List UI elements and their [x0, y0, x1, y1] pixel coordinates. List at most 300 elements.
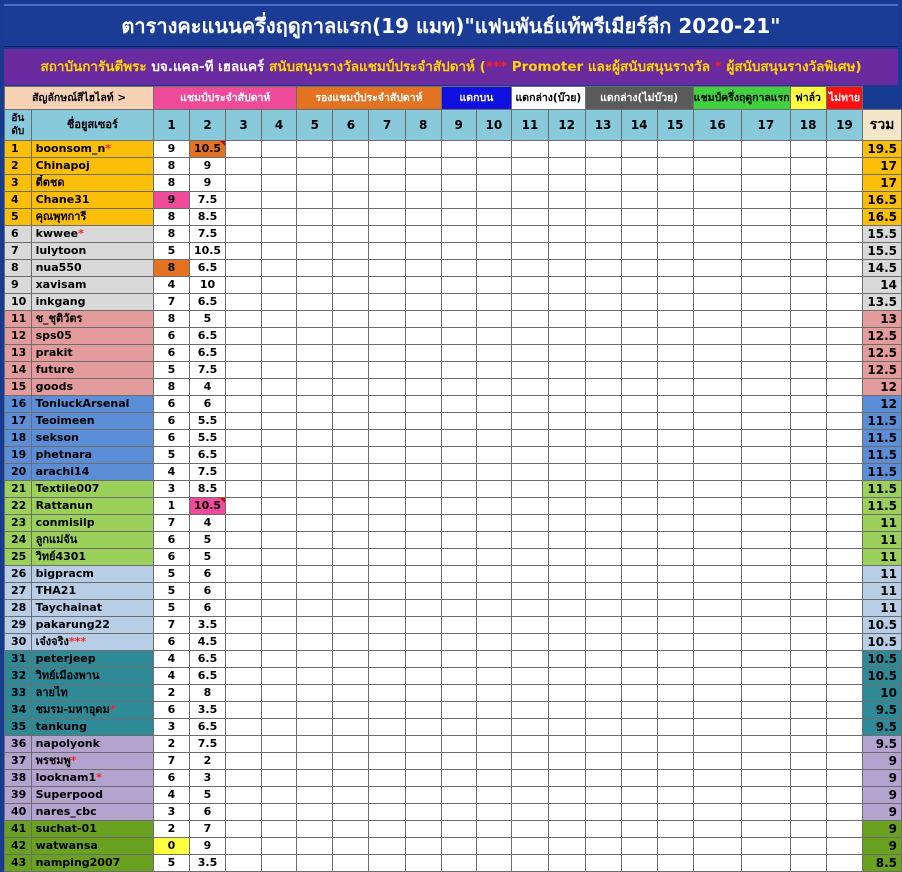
table-row	[5, 821, 902, 838]
week-score-cell	[742, 209, 790, 226]
week-score-cell	[226, 753, 261, 770]
week-score-cell	[261, 430, 296, 447]
table-row	[5, 481, 902, 498]
week-score-cell	[742, 345, 790, 362]
week-score-cell	[297, 209, 333, 226]
week-score-cell	[826, 481, 863, 498]
week-score-cell	[512, 668, 549, 685]
week-score-cell	[693, 294, 741, 311]
week-score-cell	[693, 192, 741, 209]
week-score-cell	[657, 243, 693, 260]
week-score-cell	[297, 821, 333, 838]
week-score-cell	[693, 260, 741, 277]
week-score-cell	[476, 243, 512, 260]
total-cell: 9	[863, 838, 902, 855]
week-score-cell	[476, 192, 512, 209]
week-score-cell	[826, 175, 863, 192]
total-cell: 15.5	[863, 243, 902, 260]
week-score-cell	[512, 617, 549, 634]
username: sekson	[35, 431, 79, 444]
week-score-cell: 5	[154, 243, 189, 260]
week-score-cell	[621, 209, 657, 226]
week-score-cell	[585, 260, 621, 277]
week-score-cell	[621, 447, 657, 464]
rank-cell: 11	[5, 311, 32, 328]
week-score-cell	[226, 685, 261, 702]
week-score-cell	[512, 651, 549, 668]
week-score-cell	[826, 226, 863, 243]
week-score-cell	[512, 294, 549, 311]
week-score-cell	[441, 719, 476, 736]
week-score-cell	[742, 413, 790, 430]
week-score-cell	[297, 617, 333, 634]
week-score-cell	[405, 209, 441, 226]
week-score-cell	[261, 770, 296, 787]
week-score-cell	[826, 838, 863, 855]
week-score-cell	[333, 634, 369, 651]
week-score-cell	[333, 498, 369, 515]
week-score-cell	[790, 804, 826, 821]
week-score-cell	[476, 498, 512, 515]
week-score-cell	[826, 311, 863, 328]
week-score-cell	[548, 821, 585, 838]
username: prakit	[35, 346, 73, 359]
rank-cell: 9	[5, 277, 32, 294]
week-score-cell	[585, 345, 621, 362]
week-score-cell	[476, 158, 512, 175]
rank-cell: 24	[5, 532, 32, 549]
week-score-cell	[476, 396, 512, 413]
total-cell: 11	[863, 549, 902, 566]
week-score-cell	[476, 600, 512, 617]
week-score-cell	[512, 481, 549, 498]
week-score-cell: 7	[154, 753, 189, 770]
week-score-cell	[405, 702, 441, 719]
week-score-cell	[657, 736, 693, 753]
total-cell: 11	[863, 515, 902, 532]
week-score-cell	[441, 481, 476, 498]
table-row	[5, 379, 902, 396]
rank-cell: 14	[5, 362, 32, 379]
week-score-cell	[693, 379, 741, 396]
rank-cell: 20	[5, 464, 32, 481]
week-score-cell	[693, 668, 741, 685]
table-row	[5, 141, 902, 158]
week-score-cell	[548, 141, 585, 158]
week-score-cell	[369, 821, 405, 838]
week-score-cell	[476, 804, 512, 821]
week-score-cell	[585, 192, 621, 209]
week-score-cell: 6.5	[189, 447, 226, 464]
week-score-cell	[441, 532, 476, 549]
week-score-cell	[657, 668, 693, 685]
username-cell	[31, 634, 154, 651]
week-score-cell	[742, 600, 790, 617]
week-score-cell	[512, 634, 549, 651]
week-score-cell	[742, 141, 790, 158]
week-score-cell	[297, 260, 333, 277]
week-score-cell	[476, 736, 512, 753]
week-score-cell	[369, 243, 405, 260]
week-score-cell	[405, 583, 441, 600]
week-score-cell	[226, 821, 261, 838]
sponsor-text-2: บจ.แคล-ที เฮลแคร์	[146, 59, 269, 75]
week-score-cell	[693, 787, 741, 804]
username-cell	[31, 158, 154, 175]
week-score-cell	[742, 175, 790, 192]
week-score-cell	[826, 464, 863, 481]
rank-cell: 27	[5, 583, 32, 600]
week-score-cell	[226, 532, 261, 549]
week-score-cell	[585, 804, 621, 821]
username-cell	[31, 600, 154, 617]
username: Superpood	[35, 788, 103, 801]
week-score-cell: 6.5	[189, 668, 226, 685]
table-row	[5, 702, 902, 719]
week-score-cell	[657, 447, 693, 464]
week-score-cell	[621, 787, 657, 804]
week-score-cell	[657, 481, 693, 498]
week-score-cell	[693, 481, 741, 498]
week-score-cell	[297, 770, 333, 787]
week-score-cell	[742, 294, 790, 311]
week-score-cell	[512, 413, 549, 430]
week-score-cell	[226, 481, 261, 498]
week-score-cell: 7.5	[189, 736, 226, 753]
legend-item: แดกล่าง(ไม่บ๊วย)	[585, 87, 693, 110]
week-score-cell	[333, 549, 369, 566]
week-score-cell	[405, 277, 441, 294]
header-week: 9	[441, 110, 476, 141]
rank-cell: 41	[5, 821, 32, 838]
username-cell	[31, 311, 154, 328]
username: kwwee	[35, 227, 79, 240]
week-score-cell	[476, 481, 512, 498]
rank-cell: 12	[5, 328, 32, 345]
header-week: 16	[693, 110, 741, 141]
week-score-cell	[333, 243, 369, 260]
week-score-cell	[548, 464, 585, 481]
header-week: 8	[405, 110, 441, 141]
week-score-cell	[369, 600, 405, 617]
week-score-cell	[657, 617, 693, 634]
table-row	[5, 719, 902, 736]
week-score-cell: 4	[189, 515, 226, 532]
week-score-cell	[621, 345, 657, 362]
week-score-cell	[548, 226, 585, 243]
username: namping2007	[35, 856, 121, 869]
week-score-cell: 6.5	[189, 328, 226, 345]
week-score-cell	[369, 175, 405, 192]
week-score-cell	[476, 311, 512, 328]
week-score-cell	[512, 430, 549, 447]
week-score-cell	[297, 600, 333, 617]
week-score-cell	[297, 498, 333, 515]
week-score-cell	[657, 345, 693, 362]
week-score-cell	[441, 158, 476, 175]
week-score-cell	[476, 328, 512, 345]
week-score-cell	[657, 566, 693, 583]
table-row	[5, 617, 902, 634]
week-score-cell	[261, 192, 296, 209]
week-score-cell	[297, 651, 333, 668]
week-score-cell	[441, 702, 476, 719]
week-score-cell	[693, 209, 741, 226]
week-score-cell	[621, 141, 657, 158]
week-score-cell	[742, 702, 790, 719]
week-score-cell	[369, 753, 405, 770]
week-score-cell	[405, 634, 441, 651]
username-cell	[31, 243, 154, 260]
week-score-cell	[693, 634, 741, 651]
week-score-cell	[226, 515, 261, 532]
week-score-cell	[369, 770, 405, 787]
week-score-cell	[512, 209, 549, 226]
week-score-cell	[369, 532, 405, 549]
week-score-cell	[693, 685, 741, 702]
legend-item: แชมป์ครึ่งฤดูกาลแรก	[693, 87, 790, 110]
rank-cell: 40	[5, 804, 32, 821]
week-score-cell	[261, 668, 296, 685]
week-score-cell	[621, 226, 657, 243]
header-week: 15	[657, 110, 693, 141]
week-score-cell	[369, 838, 405, 855]
week-score-cell	[742, 447, 790, 464]
week-score-cell	[512, 753, 549, 770]
week-score-cell	[297, 753, 333, 770]
week-score-cell	[405, 753, 441, 770]
week-score-cell: 7	[154, 515, 189, 532]
week-score-cell	[476, 770, 512, 787]
week-score-cell	[826, 719, 863, 736]
week-score-cell	[405, 532, 441, 549]
week-score-cell	[693, 532, 741, 549]
week-score-cell	[476, 685, 512, 702]
header-week: 4	[261, 110, 296, 141]
week-score-cell	[441, 821, 476, 838]
week-score-cell	[333, 345, 369, 362]
week-score-cell	[826, 651, 863, 668]
week-score-cell	[226, 634, 261, 651]
week-score-cell	[693, 362, 741, 379]
week-score-cell: 6	[189, 600, 226, 617]
week-score-cell	[742, 685, 790, 702]
username-cell	[31, 821, 154, 838]
table-row	[5, 515, 902, 532]
username: ลูกแม่จัน	[35, 533, 78, 546]
week-score-cell	[297, 141, 333, 158]
week-score-cell	[621, 651, 657, 668]
username: ลายไท	[35, 686, 68, 699]
week-score-cell	[693, 141, 741, 158]
week-score-cell	[441, 838, 476, 855]
week-score-cell	[585, 787, 621, 804]
week-score-cell: 10.5	[189, 141, 226, 158]
table-row	[5, 311, 902, 328]
username: phetnara	[35, 448, 93, 461]
rank-cell: 3	[5, 175, 32, 192]
week-score-cell	[512, 260, 549, 277]
week-score-cell	[297, 719, 333, 736]
username-cell	[31, 566, 154, 583]
week-score-cell	[790, 532, 826, 549]
week-score-cell	[657, 770, 693, 787]
total-cell: 12.5	[863, 362, 902, 379]
week-score-cell	[333, 379, 369, 396]
rank-cell: 42	[5, 838, 32, 855]
table-row	[5, 362, 902, 379]
week-score-cell	[333, 838, 369, 855]
rank-cell: 15	[5, 379, 32, 396]
week-score-cell	[297, 566, 333, 583]
week-score-cell: 10.5	[189, 498, 226, 515]
week-score-cell: 5	[189, 549, 226, 566]
week-score-cell	[476, 753, 512, 770]
week-score-cell	[441, 243, 476, 260]
week-score-cell	[657, 498, 693, 515]
week-score-cell	[826, 277, 863, 294]
username-cell	[31, 226, 154, 243]
total-cell: 9	[863, 821, 902, 838]
header-rank: อัน ดับ	[5, 110, 32, 141]
rank-cell: 22	[5, 498, 32, 515]
week-score-cell	[261, 838, 296, 855]
username: Chinapoj	[35, 159, 90, 172]
table-row	[5, 600, 902, 617]
week-score-cell	[693, 243, 741, 260]
table-row	[5, 566, 902, 583]
week-score-cell: 2	[154, 821, 189, 838]
week-score-cell	[297, 447, 333, 464]
week-score-cell	[790, 549, 826, 566]
week-score-cell	[441, 566, 476, 583]
week-score-cell	[548, 804, 585, 821]
week-score-cell	[405, 379, 441, 396]
week-score-cell: 7	[189, 821, 226, 838]
week-score-cell	[476, 651, 512, 668]
week-score-cell	[742, 311, 790, 328]
week-score-cell	[826, 294, 863, 311]
rank-cell: 17	[5, 413, 32, 430]
week-score-cell	[826, 515, 863, 532]
week-score-cell: 0	[154, 838, 189, 855]
rank-cell: 8	[5, 260, 32, 277]
username-cell	[31, 753, 154, 770]
week-score-cell	[441, 668, 476, 685]
week-score-cell	[512, 141, 549, 158]
rank-cell: 37	[5, 753, 32, 770]
username-cell	[31, 668, 154, 685]
week-score-cell: 8	[189, 685, 226, 702]
week-score-cell	[585, 668, 621, 685]
week-score-cell	[297, 464, 333, 481]
week-score-cell	[657, 175, 693, 192]
week-score-cell	[790, 430, 826, 447]
week-score-cell	[693, 617, 741, 634]
week-score-cell	[405, 787, 441, 804]
week-score-cell: 9	[189, 175, 226, 192]
week-score-cell	[621, 277, 657, 294]
week-score-cell: 5	[154, 583, 189, 600]
week-score-cell	[369, 719, 405, 736]
total-cell: 11.5	[863, 464, 902, 481]
week-score-cell	[405, 838, 441, 855]
week-score-cell	[441, 515, 476, 532]
username: goods	[35, 380, 73, 393]
username-cell	[31, 838, 154, 855]
username-cell	[31, 515, 154, 532]
week-score-cell	[512, 158, 549, 175]
week-score-cell	[657, 685, 693, 702]
week-score-cell	[693, 753, 741, 770]
total-cell: 9.5	[863, 719, 902, 736]
week-score-cell: 6	[154, 328, 189, 345]
week-score-cell	[441, 294, 476, 311]
week-score-cell	[790, 413, 826, 430]
username: Chane31	[35, 193, 90, 206]
total-cell: 12.5	[863, 328, 902, 345]
week-score-cell: 7.5	[189, 226, 226, 243]
week-score-cell: 9	[154, 192, 189, 209]
week-score-cell	[621, 294, 657, 311]
week-score-cell	[369, 158, 405, 175]
total-cell: 9	[863, 770, 902, 787]
week-score-cell	[790, 260, 826, 277]
week-score-cell	[297, 787, 333, 804]
week-score-cell	[476, 209, 512, 226]
header-week: 2	[189, 110, 226, 141]
week-score-cell	[297, 379, 333, 396]
week-score-cell	[441, 192, 476, 209]
week-score-cell	[226, 787, 261, 804]
week-score-cell	[657, 515, 693, 532]
week-score-cell	[261, 328, 296, 345]
week-score-cell	[476, 430, 512, 447]
week-score-cell	[512, 362, 549, 379]
week-score-cell	[790, 515, 826, 532]
week-score-cell	[405, 175, 441, 192]
week-score-cell	[742, 583, 790, 600]
sponsor-star: *	[70, 754, 77, 767]
week-score-cell	[585, 277, 621, 294]
week-score-cell	[657, 753, 693, 770]
week-score-cell	[790, 192, 826, 209]
table-row	[5, 413, 902, 430]
week-score-cell	[512, 277, 549, 294]
username-cell	[31, 413, 154, 430]
week-score-cell	[621, 821, 657, 838]
username-cell	[31, 396, 154, 413]
week-score-cell	[621, 175, 657, 192]
week-score-cell: 9	[189, 838, 226, 855]
header-week: 12	[548, 110, 585, 141]
week-score-cell	[405, 158, 441, 175]
week-score-cell	[790, 345, 826, 362]
sponsor-banner	[4, 49, 898, 85]
week-score-cell	[621, 770, 657, 787]
week-score-cell: 5.5	[189, 413, 226, 430]
username-cell	[31, 532, 154, 549]
week-score-cell	[826, 804, 863, 821]
legend-row	[5, 87, 902, 110]
week-score-cell	[333, 651, 369, 668]
week-score-cell	[261, 719, 296, 736]
week-score-cell: 6	[154, 532, 189, 549]
week-score-cell	[585, 413, 621, 430]
week-score-cell	[657, 413, 693, 430]
legend-item: สัญลักษณ์สีไฮไลท์ >	[5, 87, 154, 110]
week-score-cell	[826, 634, 863, 651]
